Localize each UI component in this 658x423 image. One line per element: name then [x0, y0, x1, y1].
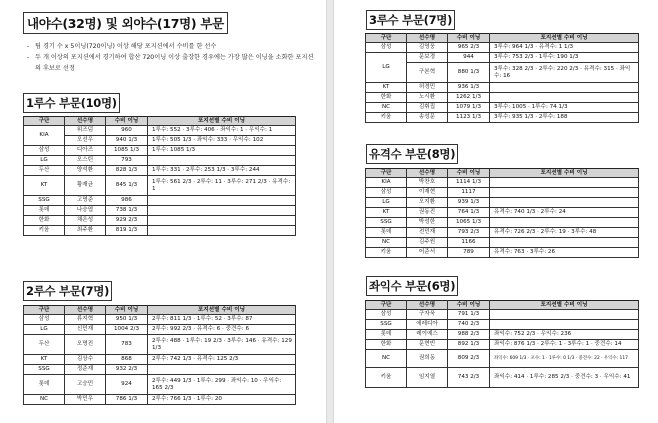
table-row: [366, 43, 639, 53]
table-row: [24, 355, 296, 365]
team-cell: NC: [366, 350, 407, 368]
col-header-team: 구단: [366, 169, 407, 178]
innings-cell: 1262 1/3: [448, 93, 490, 103]
innings-cell: 1123 1/3: [448, 113, 490, 123]
detail-cell: 3루수: 753 2/3 · 1루수: 190 1/3: [490, 53, 639, 63]
player-cell: 오지환: [407, 198, 448, 208]
team-cell: 키움: [366, 113, 407, 123]
table-row: [24, 315, 296, 325]
col-header-player: 선수명: [407, 169, 448, 178]
player-cell: 박민우: [65, 395, 106, 405]
team-cell: 키움: [366, 368, 407, 388]
detail-cell: [490, 218, 639, 228]
team-cell: LG: [366, 198, 407, 208]
table-second-base: [23, 305, 296, 405]
col-header-player: 선수명: [407, 34, 448, 43]
innings-cell: 743 2/3: [448, 368, 490, 388]
player-cell: 에레디아: [407, 320, 448, 330]
table-row: [24, 196, 296, 206]
player-cell: 김상수: [65, 355, 106, 365]
player-cell: 구자욱: [407, 310, 448, 320]
team-cell: 삼성: [24, 146, 65, 156]
detail-cell: [148, 365, 296, 375]
team-cell: 롯데: [24, 375, 65, 395]
table-row: [24, 136, 296, 146]
table-row: [366, 310, 639, 320]
innings-cell: 1085 1/3: [106, 146, 148, 156]
col-header-player: 선수명: [407, 301, 448, 310]
table-row: [24, 126, 296, 136]
innings-cell: 1065 1/3: [448, 218, 490, 228]
player-cell: 신민재: [65, 325, 106, 335]
player-cell: 김영웅: [407, 43, 448, 53]
detail-cell: [490, 93, 639, 103]
detail-cell: 1루수: 505 1/3 · 좌익수: 333 · 우익수: 102: [148, 136, 296, 146]
team-cell: 키움: [24, 226, 65, 236]
team-cell: 두산: [24, 335, 65, 355]
team-cell: NC: [24, 395, 65, 405]
col-header-detail: 포지션별 수비 이닝: [148, 117, 296, 126]
innings-cell: 939 1/3: [448, 198, 490, 208]
player-cell: 정준재: [65, 365, 106, 375]
innings-cell: 1117: [448, 188, 490, 198]
team-cell: LG: [366, 53, 407, 83]
detail-cell: [490, 188, 639, 198]
innings-cell: 783: [106, 335, 148, 355]
detail-cell: 2루수: 811 1/3 · 1루수: 52 · 3루수: 87: [148, 315, 296, 325]
table-row: [24, 365, 296, 375]
innings-cell: 791 1/3: [448, 310, 490, 320]
section-title-third-base: 3루수 부문(7명): [366, 10, 455, 30]
team-cell: 키움: [366, 248, 407, 258]
player-cell: 고명준: [65, 196, 106, 206]
detail-cell: [490, 320, 639, 330]
team-cell: 롯데: [24, 206, 65, 216]
table-row: [366, 228, 639, 238]
player-cell: 김휘집: [407, 103, 448, 113]
table-row: [24, 156, 296, 166]
team-cell: KIA: [24, 126, 65, 146]
innings-cell: 1166: [448, 238, 490, 248]
table-first-base: [23, 116, 296, 236]
detail-cell: 1루수: 1085 1/3: [148, 146, 296, 156]
table-third-base: [365, 33, 639, 123]
section-title-first-base: 1루수 부문(10명): [23, 93, 120, 113]
innings-cell: 789: [448, 248, 490, 258]
table-row: [366, 350, 639, 368]
player-cell: 전민재: [407, 228, 448, 238]
team-cell: KIA: [366, 178, 407, 188]
table-row: [366, 93, 639, 103]
innings-cell: 988 2/3: [448, 330, 490, 340]
team-cell: KT: [24, 355, 65, 365]
col-header-detail: 포지션별 수비 이닝: [490, 301, 639, 310]
detail-cell: 2루수: 449 1/3 · 1루수: 299 · 좌익수: 10 · 우익수: 165 2/3: [148, 375, 296, 395]
detail-cell: 1루수: 331 · 2루수: 253 1/3 · 3루수: 244: [148, 166, 296, 176]
player-cell: 권동진: [407, 208, 448, 218]
criteria-item: - 두 개 이상의 포지션에서 경기하여 합산 720이닝 이상 출장한 경우에는 가장 많은 이닝을 소화한 포지션의 후보로 선정: [27, 52, 317, 74]
team-cell: LG: [24, 325, 65, 335]
col-header-innings: 수비 이닝: [106, 306, 148, 315]
detail-cell: 1루수: 561 2/3 · 2루수: 11 · 3루수: 271 2/3 · 유격수: 1: [148, 176, 296, 196]
detail-cell: [148, 216, 296, 226]
team-cell: 한화: [366, 340, 407, 350]
detail-cell: 3루수: 1005 · 1루수: 74 1/3: [490, 103, 639, 113]
detail-cell: 2루수: 488 · 1루수: 19 2/3 · 3루수: 146 · 유격수: 129 1/3: [148, 335, 296, 355]
innings-cell: 819 1/3: [106, 226, 148, 236]
player-cell: 권희동: [407, 350, 448, 368]
player-cell: 김주원: [407, 238, 448, 248]
table-row: [24, 395, 296, 405]
detail-cell: 유격수: 763 · 3루수: 26: [490, 248, 639, 258]
criteria-list: [27, 41, 317, 74]
team-cell: 삼성: [366, 43, 407, 53]
table-row: [366, 218, 639, 228]
col-header-detail: 포지션별 수비 이닝: [148, 306, 296, 315]
detail-cell: [148, 226, 296, 236]
main-title: 내야수(32명) 및 외야수(17명) 부문: [23, 12, 228, 34]
col-header-innings: 수비 이닝: [106, 117, 148, 126]
innings-cell: 880 1/3: [448, 63, 490, 83]
player-cell: 레이예스: [407, 330, 448, 340]
col-header-team: 구단: [366, 34, 407, 43]
player-cell: 오선우: [65, 136, 106, 146]
innings-cell: 764 1/3: [448, 208, 490, 218]
player-cell: 오스틴: [65, 156, 106, 166]
player-cell: 류지혁: [65, 315, 106, 325]
player-cell: 황재균: [65, 176, 106, 196]
innings-cell: 892 1/3: [448, 340, 490, 350]
detail-cell: [148, 196, 296, 206]
team-cell: 롯데: [366, 330, 407, 340]
innings-cell: 786 1/3: [106, 395, 148, 405]
team-cell: NC: [366, 103, 407, 113]
detail-cell: [148, 156, 296, 166]
innings-cell: 944: [448, 53, 490, 63]
innings-cell: 740 2/3: [448, 320, 490, 330]
table-row: [366, 198, 639, 208]
detail-cell: 좌익수: 414 · 1루수: 285 2/3 · 중견수: 3 · 우익수: 41: [490, 368, 639, 388]
detail-cell: 유격수: 740 1/3 · 2루수: 24: [490, 208, 639, 218]
table-row: [24, 375, 296, 395]
table-row: [24, 226, 296, 236]
table-row: [366, 208, 639, 218]
col-header-innings: 수비 이닝: [448, 169, 490, 178]
detail-cell: 3루수: 328 2/3 · 2루수: 220 2/3 · 유격수: 315 · 좌익수: 16: [490, 63, 639, 83]
section-title-left-field: 좌익수 부문(6명): [366, 276, 458, 296]
player-cell: 최주환: [65, 226, 106, 236]
team-cell: 한화: [366, 93, 407, 103]
col-header-team: 구단: [366, 301, 407, 310]
team-cell: 두산: [24, 166, 65, 176]
document-page-left: [0, 0, 327, 423]
player-cell: 오명진: [65, 335, 106, 355]
innings-cell: 738 1/3: [106, 206, 148, 216]
col-header-innings: 수비 이닝: [448, 301, 490, 310]
table-shortstop: [365, 168, 639, 258]
detail-cell: [148, 206, 296, 216]
innings-cell: 929 2/3: [106, 216, 148, 226]
player-cell: 허경민: [407, 83, 448, 93]
innings-cell: 828 1/3: [106, 166, 148, 176]
table-row: [366, 340, 639, 350]
document-page-right: [333, 0, 658, 423]
table-row: [366, 83, 639, 93]
player-cell: 박성한: [407, 218, 448, 228]
innings-cell: 845 1/3: [106, 176, 148, 196]
detail-cell: 2루수: 766 1/3 · 1루수: 20: [148, 395, 296, 405]
team-cell: SSG: [366, 320, 407, 330]
team-cell: KT: [366, 83, 407, 93]
table-row: [366, 238, 639, 248]
table-row: [24, 166, 296, 176]
criteria-item: - 팀 경기 수 x 5이닝(720이닝) 이상 해당 포지션에서 수비를 한 선수: [27, 41, 317, 52]
section-title-second-base: 2루수 부문(7명): [23, 281, 112, 301]
player-cell: 고승민: [65, 375, 106, 395]
team-cell: 삼성: [24, 315, 65, 325]
player-cell: 디아즈: [65, 146, 106, 156]
detail-cell: [490, 178, 639, 188]
detail-cell: [490, 238, 639, 248]
team-cell: 한화: [24, 216, 65, 226]
col-header-team: 구단: [24, 306, 65, 315]
player-cell: 채은성: [65, 216, 106, 226]
table-row: [24, 335, 296, 355]
col-header-detail: 포지션별 수비 이닝: [490, 34, 639, 43]
detail-cell: 2루수: 992 2/3 · 유격수: 6 · 중견수: 6: [148, 325, 296, 335]
innings-cell: 950 1/3: [106, 315, 148, 325]
innings-cell: 986: [106, 196, 148, 206]
table-row: [366, 63, 639, 83]
table-row: [366, 188, 639, 198]
innings-cell: 924: [106, 375, 148, 395]
team-cell: KT: [366, 208, 407, 218]
table-left-field: [365, 300, 639, 388]
innings-cell: 868: [106, 355, 148, 365]
player-cell: 구본혁: [407, 63, 448, 83]
innings-cell: 932 2/3: [106, 365, 148, 375]
table-row: [24, 216, 296, 226]
detail-cell: 1루수: 552 · 3루수: 406 · 좌익수: 1 · 우익수: 1: [148, 126, 296, 136]
table-row: [366, 103, 639, 113]
player-cell: 문보경: [407, 53, 448, 63]
player-cell: 나승엽: [65, 206, 106, 216]
detail-cell: [490, 83, 639, 93]
innings-cell: 793 2/3: [448, 228, 490, 238]
table-row: [24, 325, 296, 335]
player-cell: 박찬호: [407, 178, 448, 188]
team-cell: KT: [24, 176, 65, 196]
player-cell: 양석환: [65, 166, 106, 176]
col-header-team: 구단: [24, 117, 65, 126]
team-cell: SSG: [366, 218, 407, 228]
table-row: [24, 206, 296, 216]
innings-cell: 1004 2/3: [106, 325, 148, 335]
table-row: [366, 53, 639, 63]
team-cell: NC: [366, 238, 407, 248]
innings-cell: 1114 1/3: [448, 178, 490, 188]
table-row: [366, 330, 639, 340]
innings-cell: 965 2/3: [448, 43, 490, 53]
innings-cell: 793: [106, 156, 148, 166]
table-row: [366, 178, 639, 188]
section-title-shortstop: 유격수 부문(8명): [366, 144, 458, 164]
detail-cell: 좌익수: 752 2/3 · 우익수: 236: [490, 330, 639, 340]
col-header-innings: 수비 이닝: [448, 34, 490, 43]
table-row: [366, 113, 639, 123]
innings-cell: 960: [106, 126, 148, 136]
table-row: [366, 320, 639, 330]
team-cell: 롯데: [366, 228, 407, 238]
player-cell: 위즈덤: [65, 126, 106, 136]
detail-cell: 2루수: 742 1/3 · 유격수: 125 2/3: [148, 355, 296, 365]
player-cell: 임지열: [407, 368, 448, 388]
col-header-detail: 포지션별 수비 이닝: [490, 169, 639, 178]
player-cell: 어준서: [407, 248, 448, 258]
col-header-player: 선수명: [65, 117, 106, 126]
innings-cell: 1079 1/3: [448, 103, 490, 113]
detail-cell: 3루수: 935 1/3 · 2루수: 188: [490, 113, 639, 123]
table-row: [366, 248, 639, 258]
table-row: [366, 368, 639, 388]
table-row: [24, 176, 296, 196]
detail-cell: [490, 198, 639, 208]
team-cell: LG: [24, 156, 65, 166]
col-header-player: 선수명: [65, 306, 106, 315]
player-cell: 문현빈: [407, 340, 448, 350]
team-cell: 삼성: [366, 310, 407, 320]
team-cell: SSG: [24, 365, 65, 375]
team-cell: SSG: [24, 196, 65, 206]
innings-cell: 936 1/3: [448, 83, 490, 93]
detail-cell: 좌익수: 609 1/3 · 포수: 1 · 1루수: 0 1/3 · 중견수: 22 · 우익수: 117: [490, 350, 639, 368]
detail-cell: 좌익수: 876 1/3 · 2루수: 1 · 3루수: 1 · 중견수: 14: [490, 340, 639, 350]
detail-cell: 3루수: 964 1/3 · 유격수: 1 1/3: [490, 43, 639, 53]
table-row: [24, 146, 296, 156]
innings-cell: 940 1/3: [106, 136, 148, 146]
detail-cell: 유격수: 726 2/3 · 2루수: 19 · 3루수: 48: [490, 228, 639, 238]
player-cell: 노시환: [407, 93, 448, 103]
player-cell: 송성문: [407, 113, 448, 123]
detail-cell: [490, 310, 639, 320]
team-cell: 삼성: [366, 188, 407, 198]
innings-cell: 809 2/3: [448, 350, 490, 368]
player-cell: 이재현: [407, 188, 448, 198]
